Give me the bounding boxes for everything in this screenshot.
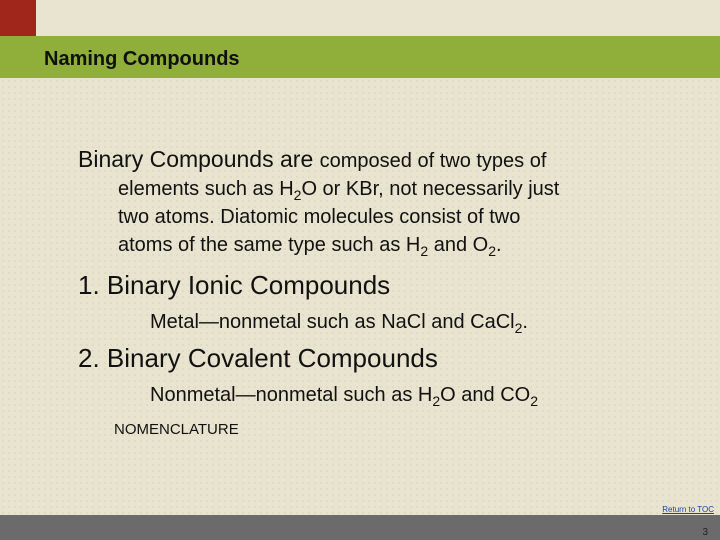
subscript: 2	[293, 186, 302, 203]
subscript: 2	[420, 242, 429, 259]
nomenclature-label: NOMENCLATURE	[114, 421, 239, 438]
desc-text: .	[522, 311, 528, 333]
intro-line-4	[118, 234, 502, 257]
intro-rest: composed of two types of	[319, 150, 547, 172]
subscript: 2	[530, 392, 538, 409]
intro-line-3: two atoms. Diatomic molecules consist of two	[118, 206, 521, 228]
intro-text: O or KBr, not necessarily just	[301, 178, 560, 200]
top-strip	[36, 0, 720, 36]
bottom-bar	[0, 515, 720, 540]
list-item-binary-covalent: 2. Binary Covalent Compounds	[78, 343, 438, 373]
subscript: 2	[488, 242, 497, 259]
intro-text: and O	[428, 234, 489, 256]
intro-lead: Binary Compounds are	[78, 146, 320, 172]
desc-text: O and CO	[440, 384, 531, 406]
list-item-binary-ionic: 1. Binary Ionic Compounds	[78, 270, 391, 300]
ionic-description	[150, 311, 528, 334]
intro-text: .	[496, 234, 502, 256]
desc-text: Nonmetal—nonmetal such as H	[150, 384, 433, 406]
slide-title: Naming Compounds	[44, 48, 240, 70]
return-to-toc-link[interactable]: Return to TOC	[662, 505, 714, 514]
intro-text: atoms of the same type such as H	[118, 234, 421, 256]
intro-line-1	[78, 146, 546, 173]
accent-block	[0, 0, 36, 36]
subscript: 2	[432, 392, 441, 409]
intro-line-2	[118, 178, 559, 201]
intro-text: elements such as H	[118, 178, 294, 200]
covalent-description	[150, 384, 538, 407]
page-number: 3	[702, 527, 708, 538]
subscript: 2	[514, 319, 523, 336]
title-bar	[0, 36, 720, 78]
desc-text: Metal—nonmetal such as NaCl and CaCl	[150, 311, 515, 333]
